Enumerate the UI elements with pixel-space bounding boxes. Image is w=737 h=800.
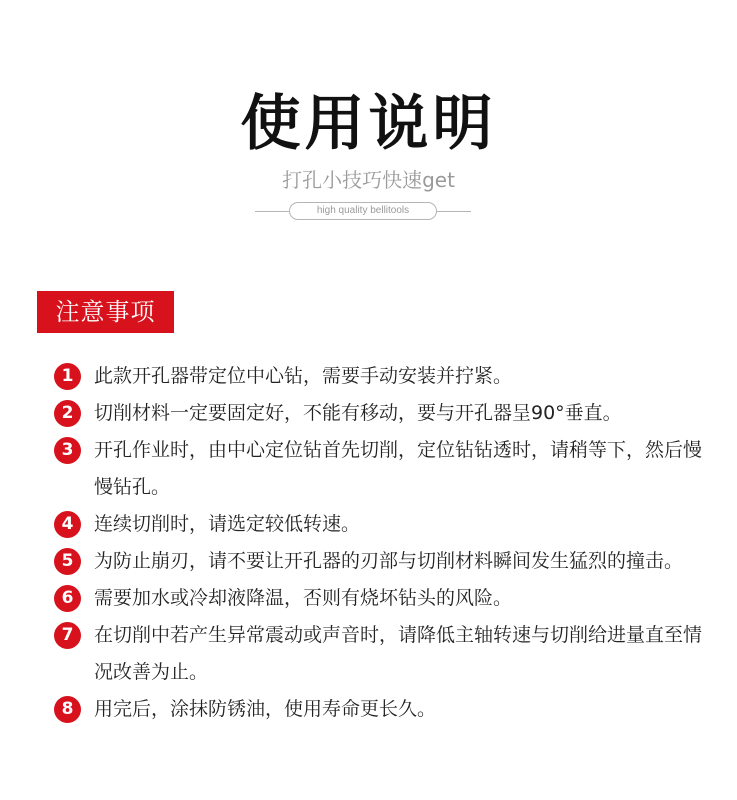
number-badge: 6 (54, 585, 81, 612)
tagline-divider-right (437, 211, 471, 212)
number-badge: 1 (54, 363, 81, 390)
number-badge: 3 (54, 437, 81, 464)
note-text: 连续切削时，请选定较低转速。 (94, 513, 361, 535)
list-item (52, 691, 712, 728)
section-header: 注意事项 (37, 291, 174, 333)
number-badge: 8 (54, 696, 81, 723)
number-badge: 4 (54, 511, 81, 538)
list-item (52, 432, 712, 506)
number-badge: 7 (54, 622, 81, 649)
note-text: 此款开孔器带定位中心钻，需要手动安装并拧紧。 (94, 365, 513, 387)
list-item (52, 543, 712, 580)
list-item (52, 580, 712, 617)
note-text: 开孔作业时，由中心定位钻首先切削，定位钻钻透时，请稍等下，然后慢慢钻孔。 (94, 439, 703, 498)
notes-list (52, 358, 712, 728)
list-item (52, 506, 712, 543)
tagline (255, 202, 471, 220)
list-item (52, 617, 712, 691)
number-badge: 2 (54, 400, 81, 427)
tagline-pill: high quality bellitools (289, 202, 437, 220)
note-text: 在切削中若产生异常震动或声音时，请降低主轴转速与切削给进量直至情况改善为止。 (94, 624, 703, 683)
list-item (52, 395, 712, 432)
page-subtitle: 打孔小技巧快速get (282, 168, 455, 192)
note-text: 切削材料一定要固定好，不能有移动，要与开孔器呈90°垂直。 (94, 402, 622, 424)
page-title: 使用说明 (240, 89, 497, 159)
note-text: 为防止崩刃，请不要让开孔器的刃部与切削材料瞬间发生猛烈的撞击。 (94, 550, 684, 572)
number-badge: 5 (54, 548, 81, 575)
note-text: 需要加水或冷却液降温，否则有烧坏钻头的风险。 (94, 587, 513, 609)
note-text: 用完后，涂抹防锈油，使用寿命更长久。 (94, 698, 437, 720)
list-item (52, 358, 712, 395)
tagline-divider-left (255, 211, 289, 212)
